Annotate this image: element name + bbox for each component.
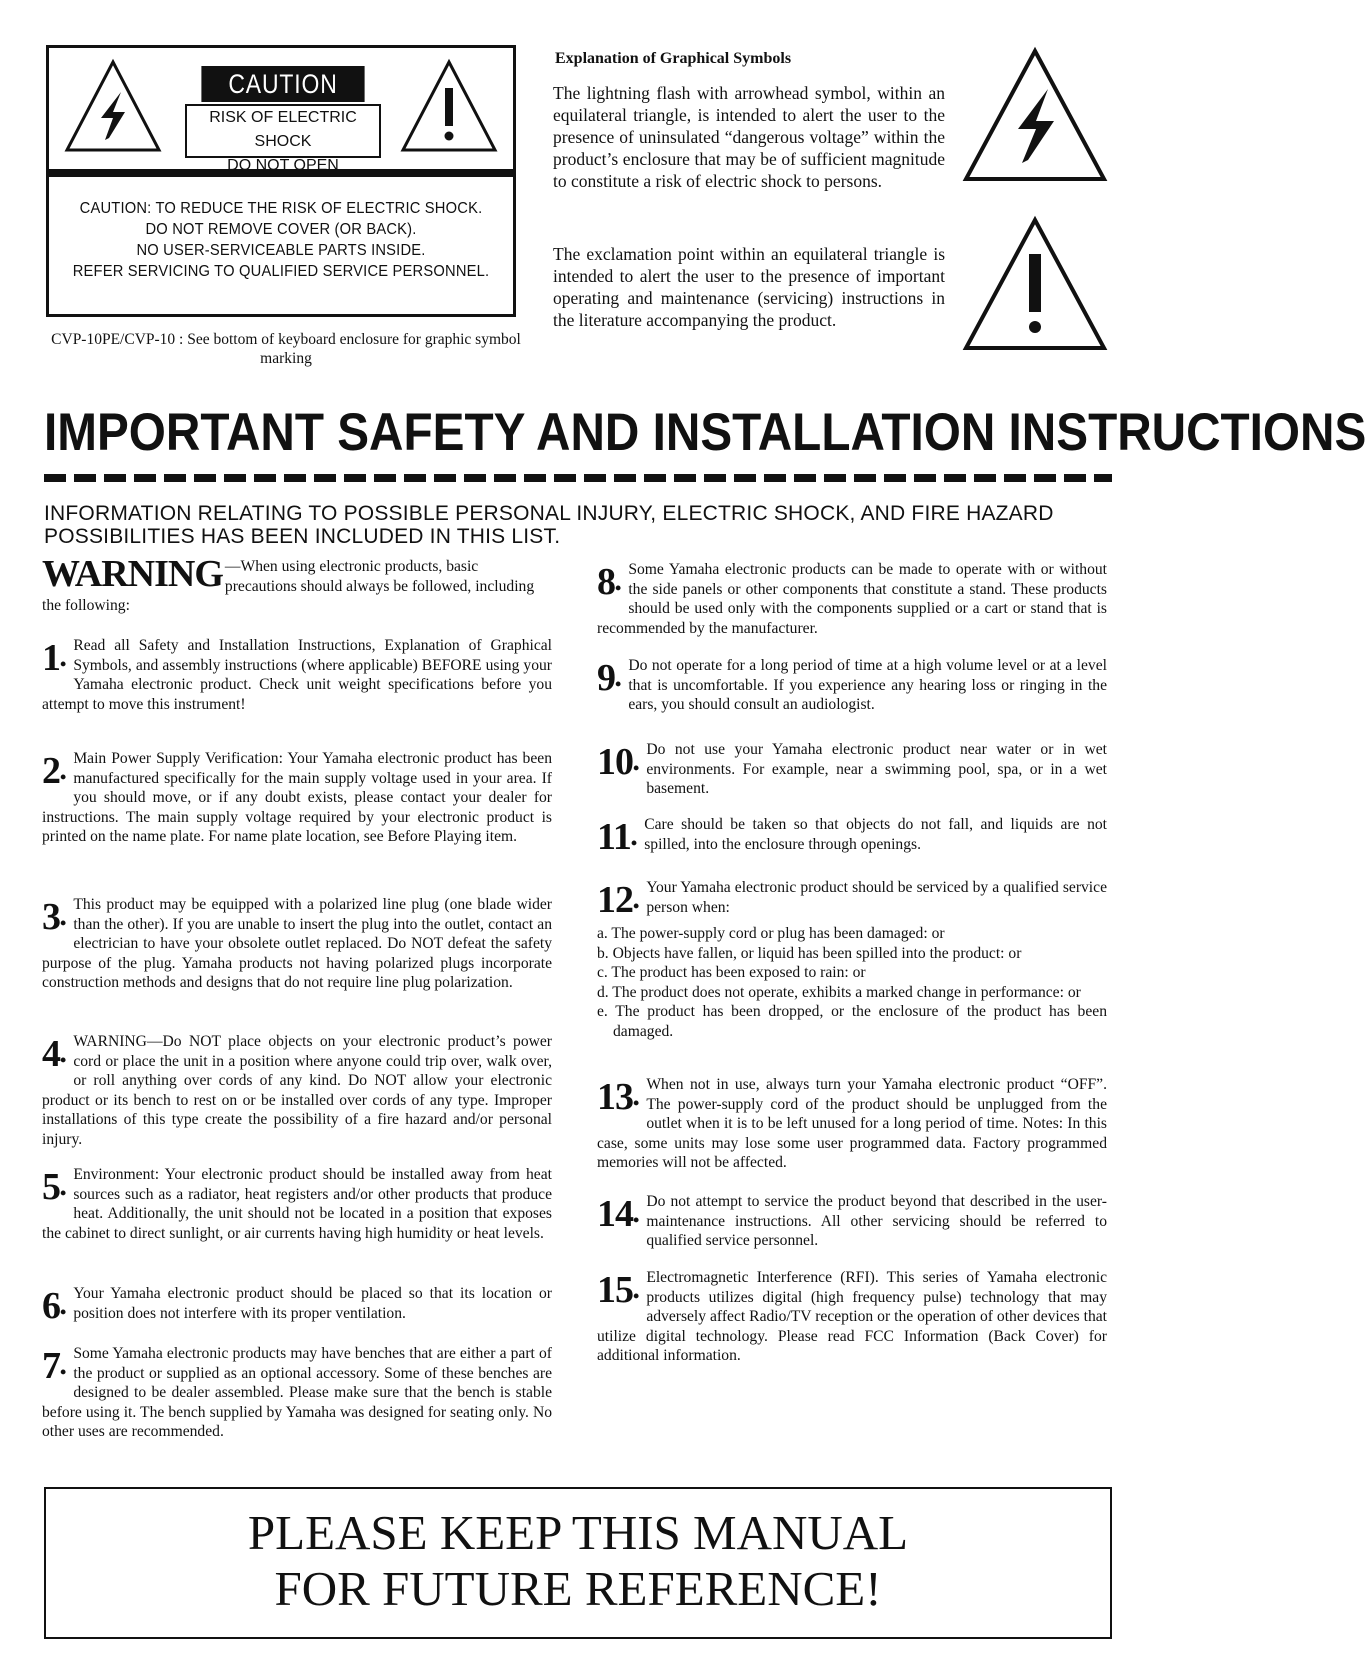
item-text: WARNING—Do NOT place objects on your electronic product’s power cord or place the unit in a position where anyone could trip over, walk over, or roll anything over cords of any kind. Do NOT allow your electronic product or its bench to rest on or be installed over cords of any type. Improper installations of this type create the possibility of a fire hazard and/or personal injury. bbox=[42, 1033, 552, 1148]
model-note: CVP-10PE/CVP-10 : See bottom of keyboard enclosure for graphic symbol marking bbox=[51, 331, 521, 367]
list-item bbox=[42, 1165, 552, 1243]
lightning-triangle-icon bbox=[960, 45, 1110, 185]
item-number: 4• bbox=[42, 1033, 66, 1075]
caution-text-line: DO NOT REMOVE COVER (OR BACK). bbox=[145, 221, 417, 238]
service-conditions-list bbox=[597, 924, 1107, 1041]
lightning-warning-icon bbox=[63, 58, 163, 154]
list-item bbox=[42, 636, 552, 714]
list-item bbox=[42, 895, 552, 993]
item-text: Your Yamaha electronic product should be placed so that its location or position does not interfere with its proper ventilation. bbox=[73, 1285, 552, 1322]
item-text: Main Power Supply Verification: Your Yamaha electronic product has been manufactured specifically for the main supply voltage used in your area. If you should move, or if any doubt exists, please contact your dealer for instructions. The main supply voltage required by your electronic product is printed on the name plate. For name plate location, see Before Playing item. bbox=[42, 750, 552, 845]
risk-line-2: DO NOT OPEN bbox=[227, 157, 339, 174]
exclamation-explanation: The exclamation point within an equilateral triangle is intended to alert the user to the presence of important operating and maintenance (servicing) instructions in the literature accompanying the product. bbox=[553, 244, 945, 330]
item-number: 8• bbox=[597, 561, 621, 603]
item-text: Read all Safety and Installation Instructions, Explanation of Graphical Symbols, and assembly instructions (where applicable) BEFORE using your Yamaha electronic product. Check unit weight specifications before you attempt to move this instrument! bbox=[42, 637, 552, 713]
item-text: Do not attempt to service the product beyond that described in the user-maintenance instructions. All other servicing should be referred to qualified service personnel. bbox=[646, 1193, 1107, 1249]
info-line: INFORMATION RELATING TO POSSIBLE PERSONAL INJURY, ELECTRIC SHOCK, AND FIRE HAZARD POSSIBILITIES HAS BEEN INCLUDED IN THIS LIST. bbox=[44, 502, 1054, 548]
caution-text-line: REFER SERVICING TO QUALIFIED SERVICE PERSONNEL. bbox=[72, 263, 490, 280]
item-number: 14• bbox=[597, 1193, 639, 1235]
item-number: 10• bbox=[597, 741, 639, 783]
list-item: d. The product does not operate, exhibits a marked change in performance: or bbox=[597, 983, 1081, 1001]
list-item bbox=[597, 560, 1107, 638]
item-number: 1• bbox=[42, 637, 66, 679]
item-number: 3• bbox=[42, 896, 66, 938]
list-item bbox=[597, 815, 1107, 861]
item-text: Environment: Your electronic product should be installed away from heat sources such as a radiator, heat registers and/or other products that produce heat. Additionally, the unit should not be located in a position that exposes the cabinet to direct sunlight, or air currents having high humidity or heat levels. bbox=[42, 1166, 552, 1242]
item-number: 13• bbox=[597, 1076, 639, 1118]
warning-intro bbox=[42, 553, 552, 616]
item-text: Do not use your Yamaha electronic product near water or in wet environments. For example, near a swimming pool, spa, or in a wet basement. bbox=[646, 741, 1107, 797]
item-text: Your Yamaha electronic product should be serviced by a qualified service person when: bbox=[646, 879, 1107, 916]
item-text: When not in use, always turn your Yamaha electronic product “OFF”. The power-supply cord of the product should be unplugged from the outlet when it is to be left unused for a long period of time. Notes: In this case, some units may lose some user programmed data. Factory programmed memories will not be affected. bbox=[597, 1076, 1107, 1171]
risk-line-1: RISK OF ELECTRIC SHOCK bbox=[209, 109, 357, 150]
list-item: a. The power-supply cord or plug has been damaged: or bbox=[597, 925, 945, 942]
caution-text-line: CAUTION: TO REDUCE THE RISK OF ELECTRIC SHOCK. bbox=[79, 200, 483, 217]
item-text: Some Yamaha electronic products may have benches that are either a part of the product or supplied as an optional accessory. Some of these benches are designed to be dealer assembled. Please make sure that the bench is stable before using it. The bench supplied by Yamaha was designed for seating only. No other uses are recommended. bbox=[42, 1345, 552, 1440]
list-item bbox=[597, 1075, 1107, 1173]
caution-box bbox=[46, 45, 516, 317]
item-text: This product may be equipped with a polarized line plug (one blade wider than the other). If you are unable to insert the plug into the outlet, contact an electrician to have your obsolete outlet replaced. Do NOT defeat the safety purpose of the plug. Yamaha products not having polarized plugs incorporate construction methods and designs that do not require line plug polarization. bbox=[42, 896, 552, 991]
item-text: Some Yamaha electronic products can be made to operate with or without the side panels or other components that constitute a stand. These products should be used only with the components supplied or a cart or stand that is recommended by the manufacturer. bbox=[597, 561, 1107, 637]
dashed-divider bbox=[44, 474, 1112, 482]
list-item bbox=[42, 749, 552, 847]
list-item bbox=[597, 1268, 1107, 1366]
item-text: Electromagnetic Interference (RFI). This series of Yamaha electronic products utilizes digital (high frequency pulse) technology that may adversely affect Radio/TV reception or the operation of other devices that utilize digital technology. Please read FCC Information (Back Cover) for additional information. bbox=[597, 1269, 1107, 1364]
list-item: b. Objects have fallen, or liquid has been spilled into the product: or bbox=[597, 944, 1022, 962]
footer-box bbox=[44, 1487, 1112, 1639]
page-title: IMPORTANT SAFETY AND INSTALLATION INSTRUCTIONS bbox=[44, 403, 1366, 462]
list-item bbox=[597, 878, 1107, 1041]
list-item bbox=[597, 1192, 1107, 1251]
list-item: e. The product has been dropped, or the enclosure of the product has been damaged. bbox=[597, 1003, 1107, 1040]
item-number: 12• bbox=[597, 879, 639, 921]
list-item bbox=[42, 1284, 552, 1330]
list-item bbox=[597, 656, 1107, 715]
list-item bbox=[597, 740, 1107, 799]
item-number: 2• bbox=[42, 750, 66, 792]
item-number: 6• bbox=[42, 1285, 66, 1327]
risk-of-shock-box bbox=[185, 104, 381, 174]
item-number: 9• bbox=[597, 657, 621, 699]
footer-line-1: PLEASE KEEP THIS MANUAL bbox=[247, 1505, 909, 1560]
explanation-title: Explanation of Graphical Symbols bbox=[555, 50, 792, 67]
footer-line-2: FOR FUTURE REFERENCE! bbox=[274, 1561, 882, 1616]
item-number: 15• bbox=[597, 1269, 639, 1311]
caution-banner bbox=[49, 48, 513, 177]
list-item: c. The product has been exposed to rain: or bbox=[597, 964, 866, 981]
list-item bbox=[42, 1344, 552, 1442]
caution-label: CAUTION bbox=[201, 66, 364, 102]
item-number: 5• bbox=[42, 1166, 66, 1208]
caution-text bbox=[49, 198, 513, 282]
item-number: 7• bbox=[42, 1345, 66, 1387]
item-number: 11• bbox=[597, 816, 637, 858]
warning-word: WARNING bbox=[42, 553, 223, 595]
exclamation-warning-icon bbox=[399, 58, 499, 154]
item-text: Do not operate for a long period of time at a high volume level or at a level that is uncomfortable. If you experience any hearing loss or ringing in the ears, you should consult an audiologist. bbox=[628, 657, 1107, 713]
warning-text: —When using electronic products, basic precautions should always be followed, including the following: bbox=[42, 558, 535, 614]
exclamation-triangle-icon bbox=[960, 214, 1110, 354]
lightning-explanation: The lightning flash with arrowhead symbol, within an equilateral triangle, is intended to alert the user to the presence of uninsulated “dangerous voltage” within the product’s enclosure that may be of sufficient magnitude to constitute a risk of electric shock to persons. bbox=[553, 83, 945, 191]
item-text: Care should be taken so that objects do not fall, and liquids are not spilled, into the enclosure through openings. bbox=[644, 816, 1107, 853]
caution-text-line: NO USER-SERVICEABLE PARTS INSIDE. bbox=[136, 242, 426, 259]
list-item bbox=[42, 1032, 552, 1149]
